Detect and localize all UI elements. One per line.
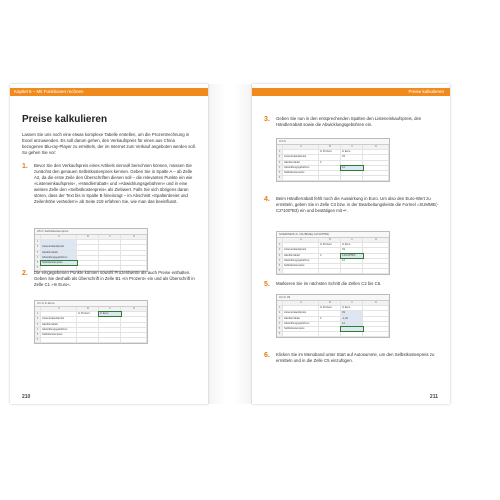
sheet-cell[interactable] (319, 332, 341, 336)
cell-grid (277, 145, 389, 181)
sheet-cell[interactable]: Selbstkostenpreis (283, 327, 319, 331)
column-header: D (363, 238, 389, 242)
column-header: A (283, 301, 319, 305)
section-band: Preise kalkulieren (252, 88, 450, 96)
sheet-cell[interactable] (41, 312, 77, 316)
page-number: 211 (429, 394, 438, 400)
formula-bar: A5 fx Selbstkostenpreis (35, 229, 147, 235)
page-number: 210 (22, 394, 31, 400)
formula-bar: C4 fx (277, 139, 389, 145)
row-header: 5 (35, 333, 41, 337)
sheet-cell[interactable]: Selbstkostenpreis (41, 333, 77, 337)
row-header: 6 (35, 266, 41, 270)
column-header: D (363, 301, 389, 305)
sheet-cell[interactable] (363, 306, 389, 310)
step-number: 2. (22, 270, 28, 277)
sheet-cell[interactable] (341, 176, 363, 180)
sheet-cell[interactable]: Selbstkostenpreis (283, 171, 319, 175)
row-header: 2 (35, 245, 41, 249)
row-header: 2 (277, 311, 283, 315)
sheet-cell[interactable] (363, 176, 389, 180)
sheet-cell[interactable] (283, 269, 319, 273)
sheet-cell[interactable] (99, 245, 121, 249)
column-header: D (121, 307, 147, 311)
sheet-cell[interactable]: In Euro (99, 312, 121, 316)
chapter-band: Kapitel 6 – Mit Funktionen rechnen (10, 88, 208, 96)
sheet-cell[interactable] (341, 327, 363, 331)
row-header: 1 (35, 240, 41, 244)
column-header: A (41, 307, 77, 311)
sheet-cell[interactable] (121, 333, 147, 337)
cell-grid (277, 301, 389, 337)
sheet-cell[interactable] (77, 333, 99, 337)
row-header: 4 (277, 259, 283, 263)
row-header: 3 (277, 254, 283, 258)
sheet-cell[interactable]: Händlerrabatt (41, 251, 77, 255)
sheet-cell[interactable] (99, 317, 121, 321)
sheet-cell[interactable] (99, 240, 121, 244)
sheet-row (277, 269, 389, 274)
sheet-row (35, 338, 147, 343)
sheet-cell[interactable] (363, 311, 389, 315)
sheet-cell[interactable] (363, 161, 389, 165)
sheet-row (277, 176, 389, 181)
sheet-cell[interactable]: -1,32 (341, 317, 363, 321)
sheet-cell[interactable] (77, 245, 99, 249)
sheet-cell[interactable] (121, 317, 147, 321)
row-header: 5 (35, 261, 41, 265)
sheet-cell[interactable] (283, 150, 319, 154)
sheet-cell[interactable] (363, 332, 389, 336)
sheet-cell[interactable]: Händlerrabatt (283, 254, 319, 258)
sheet-cell[interactable] (363, 259, 389, 263)
sheet-cell[interactable] (319, 248, 341, 252)
right-page (252, 84, 450, 404)
sheet-cell[interactable] (121, 251, 147, 255)
sheet-cell[interactable] (363, 150, 389, 154)
formula-bar: C2 fx 33 (277, 295, 389, 301)
step-number: 1. (22, 163, 28, 170)
row-header: 6 (277, 176, 283, 180)
row-header: 3 (35, 323, 41, 327)
sheet-cell[interactable] (363, 166, 389, 170)
sheet-cell[interactable]: Händlerrabatt (41, 323, 77, 327)
column-header: C (341, 301, 363, 305)
sheet-cell[interactable] (121, 261, 147, 265)
column-header: A (283, 238, 319, 242)
sheet-cell[interactable] (341, 332, 363, 336)
sheet-cell[interactable] (341, 269, 363, 273)
sheet-cell[interactable]: Abwicklungsgebühren (283, 166, 319, 170)
sheet-cell[interactable] (283, 243, 319, 247)
sheet-cell[interactable]: 12 (341, 322, 363, 326)
sheet-cell[interactable]: 12 (341, 166, 363, 170)
row-header: 5 (277, 264, 283, 268)
sheet-cell[interactable] (319, 327, 341, 331)
sheet-cell[interactable] (283, 306, 319, 310)
sheet-cell[interactable] (77, 256, 99, 260)
step-number: 5. (264, 281, 270, 288)
row-header: 4 (277, 322, 283, 326)
column-header: C (341, 145, 363, 149)
sheet-cell[interactable] (341, 264, 363, 268)
sheet-cell[interactable]: Selbstkostenpreis (41, 261, 77, 265)
sheet-cell[interactable]: Listeneinkaufspreis (283, 311, 319, 315)
sheet-cell[interactable] (121, 245, 147, 249)
sheet-cell[interactable]: Listeneinkaufspreis (283, 248, 319, 252)
sheet-cell[interactable] (77, 317, 99, 321)
column-header: B (319, 238, 341, 242)
spreadsheet-screenshot (34, 300, 148, 344)
sheet-cell[interactable]: In Prozent (319, 150, 341, 154)
row-header: 3 (35, 251, 41, 255)
step-text: Beim Händlerrabatt fehlt noch die Auswirkung in Euro. Um also den Euro-Wert zu ermitteln, geben Sie in Zelle C3 bzw. in der Bearbeitungsleiste die Formel =SUMME(-C2*100*B3) ein und bestätigen mit ↵. (276, 196, 439, 213)
step-text: Geben Sie nun in den entsprechenden Spalten den Listeneinkaufspreis, den Händlerrabatt sowie die Abwicklungsgebühren ein. (276, 116, 422, 127)
sheet-cell[interactable] (77, 251, 99, 255)
row-header: 6 (277, 332, 283, 336)
row-header: 6 (277, 269, 283, 273)
cell-grid (35, 235, 147, 271)
step-text: Bevor Sie den Verkaufspreis eines Artikels sinnvoll berechnen können, müssen Sie zunächst den genauen Selbstkostenpreis kennen. Geben Sie in Spalte A – ab Zelle A2, da die erste Zeile den Überschriften dienen soll – die relevanten Punkte ein wie »Listeneinkaufspreis«, »Händlerrabatt« und »Abwicklungsgebühren« und in eine weitere Zelle den »Selbstkostenpreis« als Ziebwert. Falls Sie sich übrigens daran stören, dass der Text bis in Spalte B hineinragt – im Abschnitt »Spaltenbreiet und Zeilenhöhe verändern« ab Seite 219 erfahren Sie, wie man das beeinflusst. (34, 163, 193, 204)
sheet-cell[interactable]: In Prozent (77, 312, 99, 316)
step-number: 3. (264, 116, 270, 123)
sheet-cell[interactable] (99, 333, 121, 337)
column-header: D (121, 235, 147, 239)
sheet-cell[interactable] (363, 248, 389, 252)
sheet-cell[interactable]: Abwicklungsgebühren (41, 256, 77, 260)
sheet-cell[interactable] (41, 338, 77, 342)
sheet-cell[interactable]: Abwicklungsgebühren (41, 328, 77, 332)
sheet-cell[interactable]: 4 (319, 317, 341, 321)
sheet-cell[interactable]: Selbstkostenpreis (283, 264, 319, 268)
row-header: 1 (277, 243, 283, 247)
sheet-cell[interactable]: Listeneinkaufspreis (41, 245, 77, 249)
sheet-cell[interactable] (121, 328, 147, 332)
left-page (10, 84, 208, 404)
sheet-cell[interactable] (363, 171, 389, 175)
sheet-cell[interactable]: Listeneinkaufspreis (41, 317, 77, 321)
sheet-cell[interactable] (121, 240, 147, 244)
row-header: 2 (277, 248, 283, 252)
column-header: C (99, 307, 121, 311)
row-header: 1 (277, 306, 283, 310)
column-header: B (77, 235, 99, 239)
sheet-cell[interactable] (99, 323, 121, 327)
sheet-cell[interactable] (77, 261, 99, 265)
sheet-cell[interactable]: Händlerrabatt (283, 317, 319, 321)
column-header: B (77, 307, 99, 311)
sheet-cell[interactable] (363, 317, 389, 321)
column-header: C (99, 235, 121, 239)
sheet-cell[interactable] (341, 171, 363, 175)
sheet-cell[interactable] (99, 328, 121, 332)
book-gutter (208, 84, 252, 404)
row-header: 5 (277, 171, 283, 175)
column-header: B (319, 301, 341, 305)
row-header: 4 (35, 256, 41, 260)
row-header: 4 (35, 328, 41, 332)
sheet-cell[interactable] (319, 166, 341, 170)
sheet-cell[interactable] (283, 176, 319, 180)
cell-grid (35, 307, 147, 343)
formula-bar: SVERWEIS fx =SUMME(-C2/100*B3) (277, 232, 389, 238)
sheet-cell[interactable] (319, 269, 341, 273)
sheet-cell[interactable] (99, 251, 121, 255)
sheet-cell[interactable] (121, 312, 147, 316)
sheet-cell[interactable] (99, 256, 121, 260)
sheet-cell[interactable] (77, 240, 99, 244)
sheet-cell[interactable] (77, 328, 99, 332)
sheet-cell[interactable]: Händlerrabatt (283, 161, 319, 165)
sheet-cell[interactable] (319, 176, 341, 180)
sheet-cell[interactable]: In Euro (341, 306, 363, 310)
sheet-cell[interactable] (77, 323, 99, 327)
sheet-cell[interactable]: 33 (341, 248, 363, 252)
sheet-cell[interactable] (283, 332, 319, 336)
row-header: 1 (35, 312, 41, 316)
sheet-cell[interactable] (363, 243, 389, 247)
sheet-cell[interactable] (363, 155, 389, 159)
column-header: A (41, 235, 77, 239)
sheet-cell[interactable]: 4 (319, 254, 341, 258)
sheet-cell[interactable] (41, 240, 77, 244)
row-header: 2 (35, 317, 41, 321)
row-header: 2 (277, 155, 283, 159)
row-header: 5 (277, 327, 283, 331)
sheet-cell[interactable]: Abwicklungsgebühren (283, 259, 319, 263)
step-text: Markieren Sie im nächsten Schritt die Zellen C2 bis C5. (276, 281, 382, 286)
sheet-cell[interactable] (363, 322, 389, 326)
sheet-cell[interactable]: In Prozent (319, 306, 341, 310)
row-header: 6 (35, 338, 41, 342)
page-heading: Preise kalkulieren (22, 114, 108, 125)
sheet-cell[interactable]: 4 (319, 161, 341, 165)
formula-bar: C1 fx In Euro (35, 301, 147, 307)
sheet-row (277, 332, 389, 337)
sheet-cell[interactable] (363, 327, 389, 331)
sheet-cell[interactable]: In Euro (341, 243, 363, 247)
sheet-cell[interactable] (121, 338, 147, 342)
step-text: Klicken Sie im Menüband unter Start auf Autosumme, um den Selbstkostenpreis zu ermitteln und in die Zelle C5 einzufügen. (276, 352, 435, 363)
sheet-cell[interactable] (77, 338, 99, 342)
sheet-cell[interactable]: Abwicklungsgebühren (283, 322, 319, 326)
sheet-cell[interactable]: In Prozent (319, 243, 341, 247)
sheet-cell[interactable] (99, 338, 121, 342)
cell-grid (277, 238, 389, 274)
column-header: B (319, 145, 341, 149)
sheet-cell[interactable] (341, 161, 363, 165)
column-header: A (283, 145, 319, 149)
column-header: D (363, 145, 389, 149)
sheet-cell[interactable]: C2/100*B3) (341, 254, 363, 258)
spreadsheet-screenshot (276, 294, 390, 338)
sheet-cell[interactable] (99, 261, 121, 265)
column-header: C (341, 238, 363, 242)
sheet-cell[interactable] (319, 259, 341, 263)
spreadsheet-screenshot (34, 228, 148, 272)
sheet-cell[interactable]: Listeneinkaufspreis (283, 155, 319, 159)
spreadsheet-screenshot (276, 231, 390, 275)
sheet-cell[interactable] (319, 264, 341, 268)
step-text: Die eingegebenen Punkte können sowohl Prozentwerte als auch Preise enthalten. Geben Sie deshalb als Überschrift in Zelle B1 »In Prozent« ein und als Überschrift in Zelle C1 »In Euro«. (34, 270, 195, 287)
sheet-cell[interactable] (363, 254, 389, 258)
sheet-cell[interactable] (319, 171, 341, 175)
sheet-cell[interactable] (319, 322, 341, 326)
sheet-cell[interactable] (319, 155, 341, 159)
sheet-cell[interactable]: 33 (341, 311, 363, 315)
sheet-cell[interactable] (121, 256, 147, 260)
step-number: 6. (264, 352, 270, 359)
row-header: 4 (277, 166, 283, 170)
spreadsheet-screenshot (276, 138, 390, 182)
sheet-cell[interactable]: 12 (341, 259, 363, 263)
sheet-cell[interactable]: In Euro (341, 150, 363, 154)
sheet-cell[interactable]: 33 (341, 155, 363, 159)
intro-paragraph: Lassen Sie uns noch eine etwas komplexe Tabelle erstellen, um die Prozentrechnung in Excel anzuwenden. Es soll darum gehen, den Verkaufspreis für einen aus China bezogenen Blu-ray-Player zu ermitteln, der im Internet zum Verkauf angeboten werden soll. So gehen Sie vor: (22, 132, 196, 155)
step-number: 4. (264, 196, 270, 203)
sheet-cell[interactable] (121, 323, 147, 327)
sheet-cell[interactable] (363, 269, 389, 273)
sheet-cell[interactable] (363, 264, 389, 268)
row-header: 3 (277, 317, 283, 321)
sheet-cell[interactable] (319, 311, 341, 315)
row-header: 3 (277, 161, 283, 165)
row-header: 1 (277, 150, 283, 154)
